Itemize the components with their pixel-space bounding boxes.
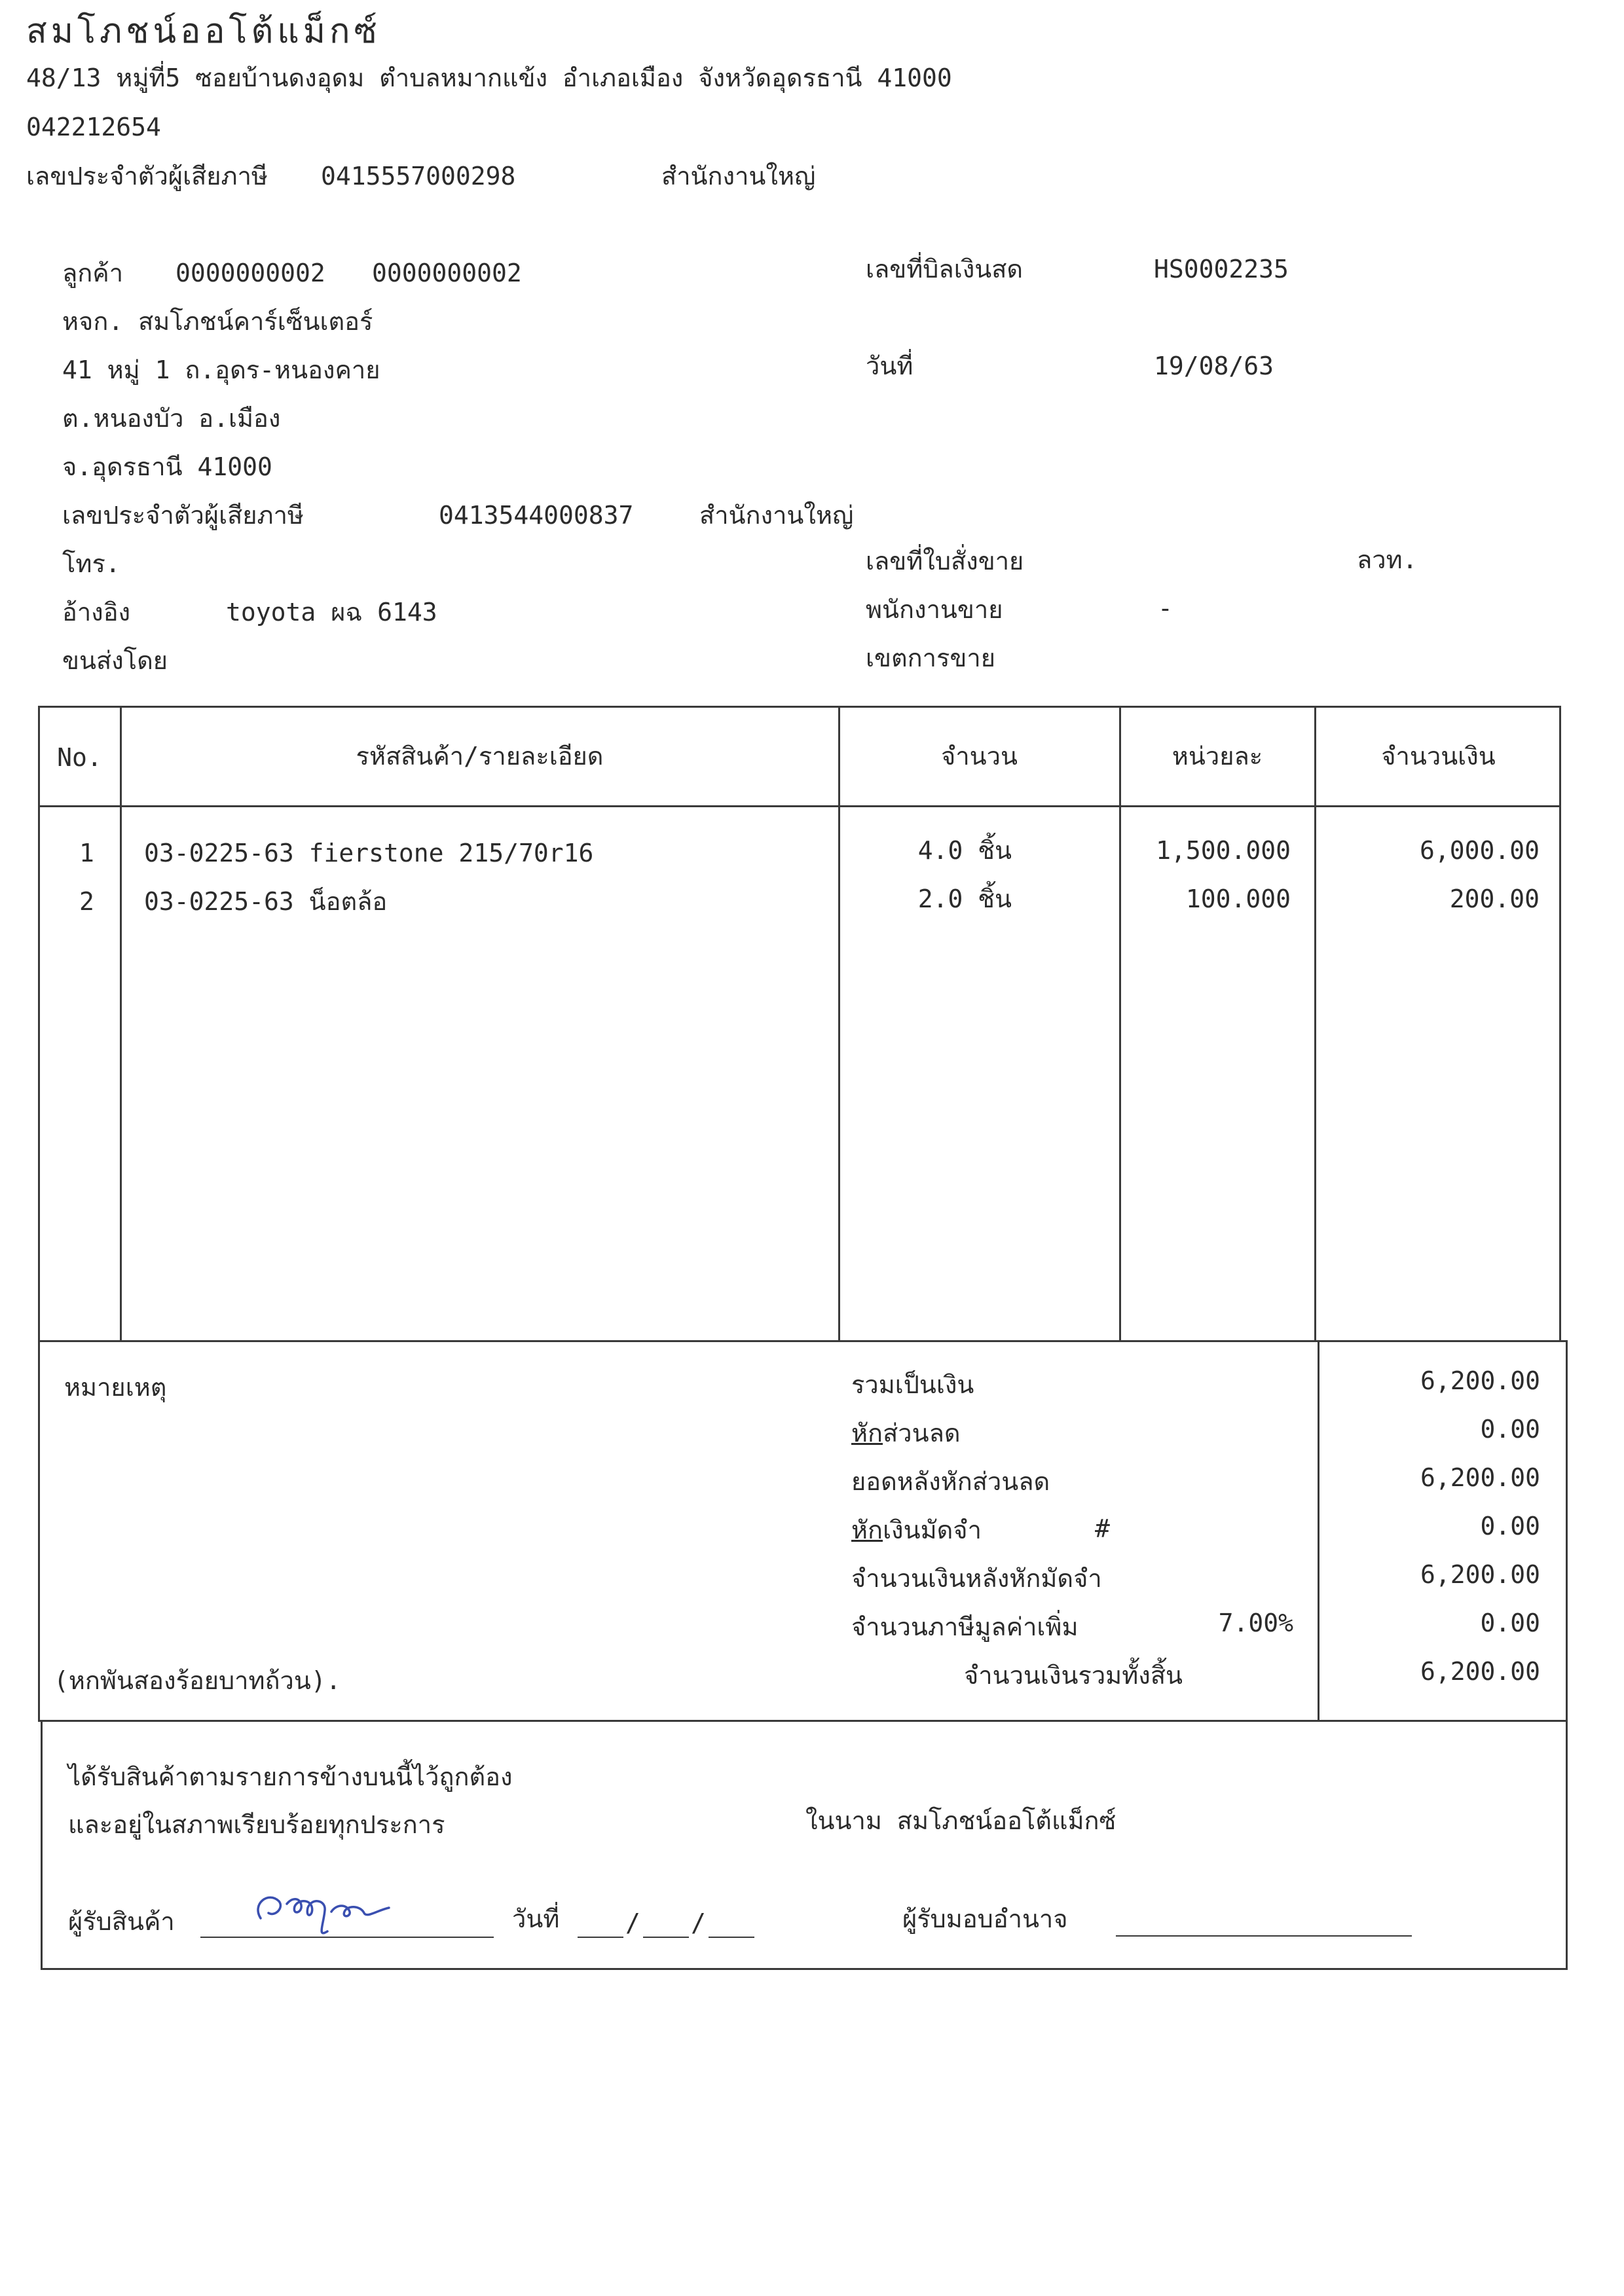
col-header-no: No. xyxy=(57,743,102,772)
sales-zone-label: เขตการขาย xyxy=(866,644,995,672)
col-header-quantity: จำนวน xyxy=(941,742,1018,771)
col-header-amount: จำนวนเงิน xyxy=(1381,742,1496,771)
vat-rate: 7.00% xyxy=(1218,1609,1293,1637)
date-separator: / xyxy=(625,1908,640,1937)
customer-phone-label: โทร. xyxy=(62,549,120,578)
company-branch: สำนักงานใหญ่ xyxy=(661,162,816,191)
authorized-label: ผู้รับมอบอำนาจ xyxy=(902,1904,1068,1933)
receiver-label: ผู้รับสินค้า xyxy=(68,1907,175,1936)
on-behalf-of: ในนาม สมโภชน์ออโต้แม็กซ์ xyxy=(805,1806,1116,1835)
table-row-no: 2 xyxy=(79,887,94,916)
discount-label xyxy=(851,1421,961,1446)
customer-branch: สำนักงานใหญ่ xyxy=(699,501,854,530)
salesperson-label: พนักงานขาย xyxy=(866,595,1003,624)
col-header-unit-price: หน่วยละ xyxy=(1172,742,1263,771)
after-deposit-value: 6,200.00 xyxy=(1420,1560,1540,1589)
company-tax-id-label: เลขประจำตัวผู้เสียภาษี xyxy=(26,162,268,191)
bill-date: 19/08/63 xyxy=(1154,352,1274,380)
date-day-line xyxy=(578,1937,623,1938)
customer-tax-id: 0413544000837 xyxy=(439,501,634,530)
vat-value: 0.00 xyxy=(1480,1609,1540,1637)
customer-tax-id-label: เลขประจำตัวผู้เสียภาษี xyxy=(62,501,304,530)
remark-label: หมายเหตุ xyxy=(64,1373,167,1402)
sales-order-value: ลวท. xyxy=(1357,545,1418,574)
customer-ref: toyota ผฉ 6143 xyxy=(226,598,437,627)
deposit-prefix: หัก xyxy=(851,1516,883,1544)
bill-date-label: วันที่ xyxy=(866,352,913,380)
discount-value: 0.00 xyxy=(1480,1415,1540,1444)
customer-address-2: ต.หนองบัว อ.เมือง xyxy=(62,404,281,433)
customer-name: หจก. สมโภชน์คาร์เซ็นเตอร์ xyxy=(62,307,373,336)
date-month-line xyxy=(643,1937,689,1938)
receipt-statement-2: และอยู่ในสภาพเรียบร้อยทุกประการ xyxy=(68,1810,445,1839)
items-col-divider xyxy=(1119,706,1121,1342)
deposit-value: 0.00 xyxy=(1480,1512,1540,1540)
company-tax-id: 0415557000298 xyxy=(321,162,516,191)
amount-in-words: (หกพันสองร้อยบาทถ้วน). xyxy=(54,1666,341,1695)
items-table-frame xyxy=(38,706,1561,1342)
table-row-quantity: 4.0 ชิ้น xyxy=(917,836,1012,865)
table-row-amount: 6,000.00 xyxy=(1419,836,1540,865)
subtotal-value: 6,200.00 xyxy=(1420,1366,1540,1395)
receipt-statement-1: ได้รับสินค้าตามรายการข้างบนนี้ไว้ถูกต้อง xyxy=(68,1762,513,1791)
deposit-label xyxy=(851,1518,982,1542)
customer-address-3: จ.อุดรธานี 41000 xyxy=(62,452,272,481)
after-deposit-label: จำนวนเงินหลังหักมัดจำ xyxy=(851,1564,1102,1593)
discount-text: ส่วนลด xyxy=(883,1419,961,1448)
date-year-line xyxy=(709,1937,754,1938)
grand-total-value: 6,200.00 xyxy=(1420,1657,1540,1686)
customer-code-2: 0000000002 xyxy=(372,259,522,287)
salesperson-value: - xyxy=(1158,594,1173,623)
after-discount-label: ยอดหลังหักส่วนลด xyxy=(851,1467,1050,1496)
sales-order-label: เลขที่ใบสั่งขาย xyxy=(866,547,1024,575)
table-row-description: 03-0225-63 น็อตล้อ xyxy=(144,887,388,916)
table-row-unit-price: 1,500.000 xyxy=(1156,836,1291,865)
customer-code-1: 0000000002 xyxy=(175,259,325,287)
discount-prefix: หัก xyxy=(851,1419,883,1448)
table-row-quantity: 2.0 ชิ้น xyxy=(917,884,1012,913)
table-row-unit-price: 100.000 xyxy=(1185,884,1291,913)
deposit-text: เงินมัดจำ xyxy=(883,1516,982,1544)
items-col-divider xyxy=(1314,706,1316,1342)
items-header-divider xyxy=(38,805,1561,807)
company-address: 48/13 หมู่ที่5 ซอยบ้านดงอุดม ตำบลหมากแข้ง อำเภอเมือง จังหวัดอุดรธานี 41000 xyxy=(26,64,952,92)
vat-label: จำนวนภาษีมูลค่าเพิ่ม xyxy=(851,1613,1079,1641)
bill-no-label: เลขที่บิลเงินสด xyxy=(866,255,1024,283)
customer-ref-label: อ้างอิง xyxy=(62,598,131,627)
authorized-signature-line xyxy=(1116,1935,1412,1937)
after-discount-value: 6,200.00 xyxy=(1420,1463,1540,1492)
grand-total-label: จำนวนเงินรวมทั้งสิ้น xyxy=(964,1661,1183,1690)
receive-date-label: วันที่ xyxy=(512,1904,560,1933)
items-col-divider xyxy=(120,706,122,1342)
company-name: สมโภชน์ออโต้แม็กซ์ xyxy=(26,12,381,51)
customer-label: ลูกค้า xyxy=(62,259,124,287)
col-header-description: รหัสสินค้า/รายละเอียด xyxy=(356,742,604,771)
customer-ship-label: ขนส่งโดย xyxy=(62,646,168,675)
receiver-signature xyxy=(249,1878,406,1943)
items-col-divider xyxy=(838,706,840,1342)
company-phone: 042212654 xyxy=(26,113,161,141)
table-row-no: 1 xyxy=(79,839,94,867)
deposit-hash: # xyxy=(1095,1514,1110,1543)
bill-no: HS0002235 xyxy=(1154,255,1289,283)
subtotal-label: รวมเป็นเงิน xyxy=(851,1370,974,1399)
table-row-description: 03-0225-63 fierstone 215/70r16 xyxy=(144,839,594,867)
date-separator: / xyxy=(691,1908,706,1937)
table-row-amount: 200.00 xyxy=(1449,884,1540,913)
customer-address-1: 41 หมู่ 1 ถ.อุดร-หนองคาย xyxy=(62,355,380,384)
